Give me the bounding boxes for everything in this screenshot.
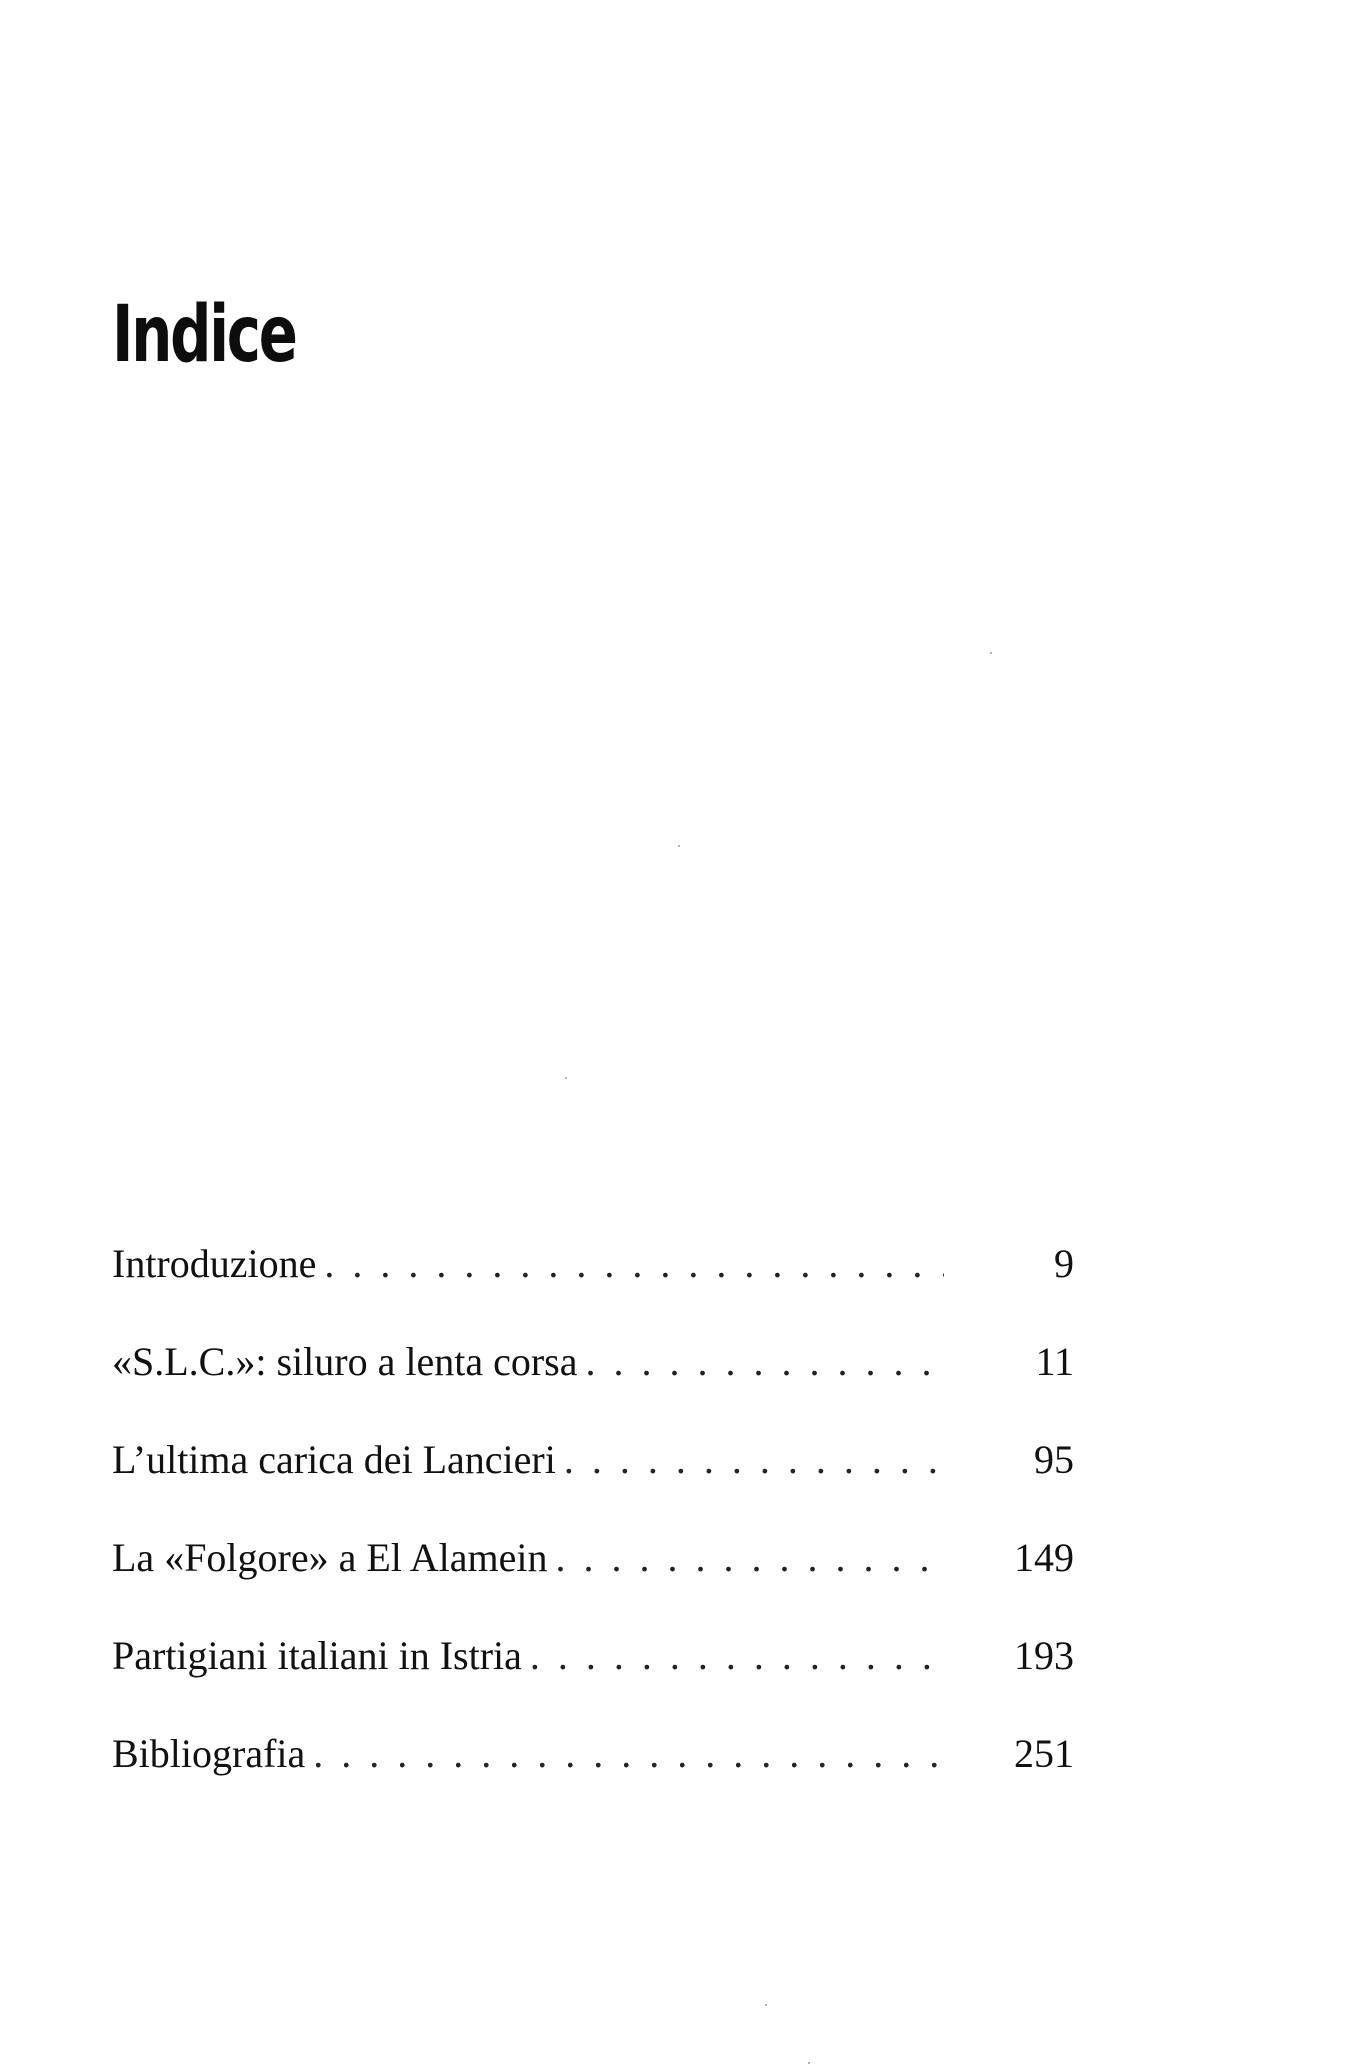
scan-speck xyxy=(808,2062,810,2064)
toc-entry-title: La «Folgore» a El Alamein xyxy=(112,1535,548,1580)
toc-entry-title: «S.L.C.»: siluro a lenta corsa xyxy=(112,1339,578,1384)
dot-leader xyxy=(585,1338,944,1385)
toc-entry-page-number: 95 xyxy=(1034,1437,1074,1482)
toc-entry-page-number: 193 xyxy=(1014,1633,1074,1678)
toc-entry-page-number: 11 xyxy=(1035,1339,1074,1384)
toc-entry xyxy=(112,1436,1074,1534)
scan-speck xyxy=(565,1077,567,1079)
toc-entry-title: Introduzione xyxy=(112,1241,317,1286)
toc-entry-page-number: 9 xyxy=(1054,1241,1074,1286)
toc-entry-title: Bibliografia xyxy=(112,1731,306,1776)
toc-entry xyxy=(112,1632,1074,1730)
page-title: Indice xyxy=(112,290,296,380)
table-of-contents xyxy=(112,1240,1074,1828)
scan-speck xyxy=(990,652,992,654)
toc-entry-title: L’ultima carica dei Lancieri xyxy=(112,1437,556,1482)
toc-entry-page-number: 251 xyxy=(1014,1731,1074,1776)
dot-leader xyxy=(324,1240,944,1287)
toc-entry xyxy=(112,1338,1074,1436)
toc-entry-title: Partigiani italiani in Istria xyxy=(112,1633,522,1678)
dot-leader xyxy=(530,1632,944,1679)
toc-entry xyxy=(112,1534,1074,1632)
toc-entry xyxy=(112,1240,1074,1338)
scan-speck xyxy=(678,845,680,847)
dot-leader xyxy=(313,1730,944,1777)
scan-speck xyxy=(765,2004,767,2006)
dot-leader xyxy=(564,1436,944,1483)
dot-leader xyxy=(555,1534,944,1581)
toc-entry-page-number: 149 xyxy=(1014,1535,1074,1580)
toc-entry xyxy=(112,1730,1074,1828)
